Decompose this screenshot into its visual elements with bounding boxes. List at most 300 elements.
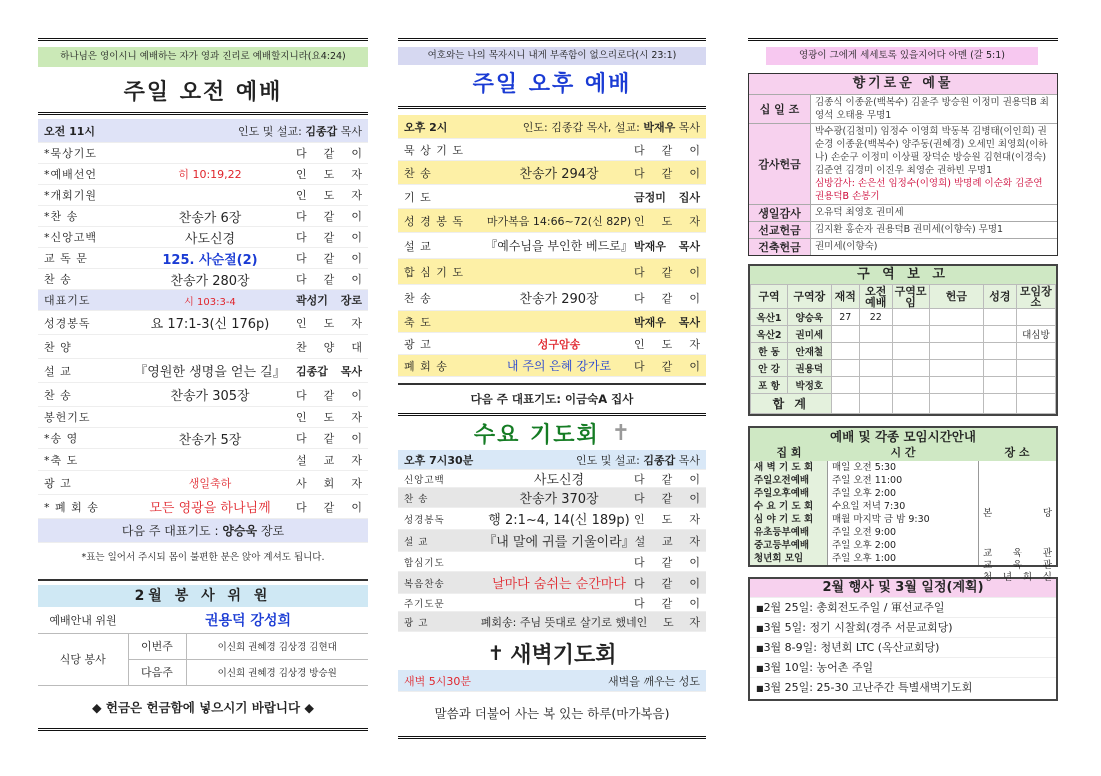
worship-row [38, 335, 368, 359]
schedule-event: 주일오후예배 [750, 487, 828, 500]
worship-row [398, 161, 706, 185]
row-content: 시 103:3-4 [184, 296, 236, 308]
next-leader [38, 519, 368, 543]
service-committee-table [38, 607, 368, 686]
schedule-event: 수 요 기 도 회 [750, 500, 828, 513]
district-total-cell [859, 394, 892, 414]
row-content: 찬송가 294장 [519, 167, 599, 182]
dawn-text: 말씀과 더불어 사는 복 있는 하루(마가복음) [434, 706, 670, 721]
schedule-event: 심 야 기 도 회 [750, 513, 828, 526]
place-edu1: 교 육 관 [983, 548, 1052, 559]
schedule-event: 새 벽 기 도 회 [750, 461, 828, 474]
this-week-names: 이신희 권혜경 김상경 김현대 [217, 642, 337, 653]
offering-row [749, 94, 1057, 123]
schedule-event: 중고등부예배 [750, 539, 828, 552]
place-youth: 청 년 회 실 [983, 572, 1052, 583]
worship-row [398, 139, 706, 161]
row-label: *찬 송 [44, 210, 79, 223]
district-cell [892, 326, 929, 343]
row-content: 사도신경 [533, 473, 585, 488]
next-week-label: 다음주 [128, 659, 186, 685]
worship-row [38, 407, 368, 428]
worship-row [398, 311, 706, 333]
district-total: 합 계 [751, 394, 832, 414]
next-leader-label: 다음 주 대표기도 : [121, 524, 219, 538]
row-leader: 다 같 이 [634, 472, 700, 486]
district-cell: 22 [859, 309, 892, 326]
offering-note: ◆ 헌금은 헌금함에 넣으시기 바랍니다 ◆ [91, 699, 315, 715]
schedule-time: 주일 오후 2:00 [832, 488, 897, 499]
schedule-time: 매일 오전 5:30 [832, 462, 897, 473]
worship-row [398, 552, 706, 572]
district-cell [984, 377, 1017, 394]
row-content: 『예수님을 부인한 베드로』 [485, 239, 633, 253]
kitchen-label: 식당 봉사 [38, 633, 128, 685]
row-label: 찬 송 [404, 166, 432, 180]
district-row [751, 343, 1056, 360]
row-leader: 인 도 자 [634, 337, 700, 351]
row-label: 대표기도 [44, 294, 91, 307]
offering-names: 권미세(이향숙) [815, 241, 878, 252]
row-label: 설 교 [404, 239, 432, 253]
row-label: 성 경 봉 독 [404, 214, 464, 228]
schedule-time: 주일 오전 11:00 [832, 475, 903, 486]
schedule-header-place: 장 소 [1004, 446, 1030, 459]
offering-type: 감사헌금 [749, 124, 811, 204]
worship-row [398, 594, 706, 612]
district-cell [984, 309, 1017, 326]
row-label: *개회기원 [44, 189, 98, 202]
row-leader: 다 같 이 [296, 231, 362, 244]
next-week-names: 이신희 권혜경 김상경 방승원 [217, 668, 337, 679]
schedule-row [750, 487, 978, 500]
dawn-time: 새벽 5시30분 [404, 674, 471, 688]
right-column [748, 38, 1058, 701]
schedule-row [750, 474, 978, 487]
district-cell [1016, 377, 1055, 394]
row-leader: 인 도 자 [634, 512, 700, 526]
offering-names: 박수광(김철미) 임정수 이영희 박동복 김병태(이인희) 권순경 이종윤(백복수) 양주동(권혜경) 오세민 최영희(이하나) 손순구 이정미 이상필 장덕순 방승원 김현대(이경숙) 김준연 김경미 이진우 최영순 권하빈 무명1 [815, 126, 1048, 176]
worship-row [398, 233, 706, 259]
district-cell: 안재철 [788, 343, 832, 360]
service-role: 인도 및 설교: [238, 124, 302, 138]
order-of-worship [38, 143, 368, 519]
standing-note: *표는 일어서 주시되 몸이 불편한 분은 앉아 계셔도 됩니다. [81, 552, 325, 563]
row-leader: 다 같 이 [634, 555, 700, 569]
district-cell [1016, 360, 1055, 377]
district-title: 구 역 보 고 [750, 266, 1056, 284]
row-leader: 금정미 집사 [634, 190, 700, 204]
district-cell: 옥산1 [751, 309, 788, 326]
row-content: 행 2:1~4, 14(신 189p) [488, 513, 630, 528]
afternoon-header [398, 115, 706, 139]
afternoon-role: 인도: 김종갑 목사, 설교: [522, 120, 640, 134]
worship-row [398, 185, 706, 209]
offering-names: 김종식 이종윤(백복수) 김윤주 방승원 이정미 권용덕B 최영석 오태용 무명1 [815, 97, 1049, 121]
district-cell: 박정호 [788, 377, 832, 394]
dawn-title: 새벽기도회 [510, 642, 617, 668]
schedule-time: 수요일 저녁 7:30 [832, 501, 906, 512]
service-header [38, 119, 368, 143]
district-cell: 한 동 [751, 343, 788, 360]
district-cell [984, 326, 1017, 343]
left-column [38, 38, 368, 731]
row-content: 날마다 숨쉬는 순간마다 [492, 577, 626, 592]
event-text: 3월 10일: 농어촌 주일 [763, 661, 874, 674]
service-time: 오전 11시 [44, 124, 96, 138]
worship-row [38, 449, 368, 471]
worship-row [38, 290, 368, 311]
district-cell: 권미세 [788, 326, 832, 343]
row-leader: 인 도 자 [296, 316, 362, 330]
row-leader: 곽성기 장로 [296, 294, 362, 307]
row-leader: 다 같 이 [296, 252, 362, 265]
district-cell: 양승욱 [788, 309, 832, 326]
district-cell: 포 항 [751, 377, 788, 394]
afternoon-title: 주일 오후 예배 [472, 72, 632, 97]
row-leader: 사 회 자 [296, 476, 362, 490]
row-label: 설 교 [404, 536, 429, 548]
offering-row [749, 238, 1057, 255]
row-label: 합 심 기 도 [404, 265, 464, 279]
guide-names: 권용덕 강성희 [204, 612, 292, 629]
offering-type: 건축헌금 [749, 239, 811, 255]
row-leader: 다 같 이 [634, 576, 700, 590]
worship-row [398, 508, 706, 530]
schedule-event: 주일오전예배 [750, 474, 828, 487]
page-title: 주일 오전 예배 [123, 80, 283, 105]
verse-banner: 하나님은 영이시니 예배하는 자가 영과 진리로 예배할지니라(요4:24) [38, 47, 368, 67]
district-cell [929, 343, 983, 360]
offering-row [749, 204, 1057, 221]
row-leader: 다 같 이 [296, 210, 362, 223]
district-table [750, 284, 1056, 414]
next-leader-name: 양승욱 [222, 524, 258, 538]
schedule-header-time: 시 간 [890, 446, 916, 459]
middle-column [398, 38, 706, 739]
schedule-time: 주일 오전 9:00 [832, 527, 897, 538]
district-header-cell: 헌금 [929, 285, 983, 309]
bullet-icon: ■ [756, 684, 764, 693]
district-total-cell [1016, 394, 1055, 414]
district-cell [831, 326, 859, 343]
event-item [750, 637, 1056, 657]
bullet-icon: ■ [756, 624, 764, 633]
row-leader: 다 같 이 [634, 291, 700, 305]
schedule-row [750, 461, 978, 474]
worship-row [38, 269, 368, 290]
row-content: 요 17:1-3(신 176p) [150, 317, 270, 332]
schedule-row [750, 552, 978, 565]
row-leader: 김종갑 목사 [296, 364, 362, 378]
row-leader: 인 도 자 [296, 168, 362, 181]
district-cell [892, 377, 929, 394]
row-label: 광 고 [404, 617, 429, 629]
place-edu2: 교 육 관 [983, 560, 1052, 571]
row-content: 히 10:19,22 [178, 168, 242, 181]
event-text: 3월 25일: 25-30 고난주간 특별새벽기도회 [763, 681, 973, 694]
worship-row [38, 359, 368, 383]
dawn-subtitle: 새벽을 깨우는 성도 [607, 674, 700, 688]
district-cell: 27 [831, 309, 859, 326]
district-cell [929, 360, 983, 377]
worship-row [398, 209, 706, 233]
district-cell: 옥산2 [751, 326, 788, 343]
this-week-label: 이번주 [128, 633, 186, 659]
bullet-icon: ■ [756, 604, 764, 613]
district-total-cell [984, 394, 1017, 414]
row-content: 모든 영광을 하나님께 [149, 501, 271, 516]
row-leader: 다 같 이 [634, 359, 700, 373]
row-label: 주기도문 [404, 598, 445, 610]
row-label: 기 도 [404, 190, 432, 204]
row-label: *축 도 [44, 453, 79, 467]
worship-row [398, 285, 706, 311]
row-leader: 다 같 이 [296, 273, 362, 286]
row-label: 광 고 [404, 337, 432, 351]
district-header-cell: 모임장소 [1016, 285, 1055, 309]
row-leader: 다 같 이 [634, 596, 700, 610]
afternoon-preacher: 박재우 [643, 120, 676, 134]
worship-row [38, 383, 368, 407]
worship-row [398, 572, 706, 594]
district-total-cell [831, 394, 859, 414]
district-cell [859, 326, 892, 343]
bible-icon: ✝ [611, 420, 631, 446]
row-leader: 다 같 이 [634, 143, 700, 157]
preacher-name: 김종갑 [305, 124, 338, 138]
row-leader: 다 같 이 [296, 500, 362, 514]
row-content: 찬송가 370장 [519, 492, 599, 507]
dawn-header [398, 670, 706, 692]
worship-row [398, 355, 706, 377]
row-leader: 인 도 자 [296, 411, 362, 424]
row-leader: 인 도 자 [296, 189, 362, 202]
wednesday-role: 인도 및 설교: [576, 453, 640, 467]
worship-row [38, 206, 368, 227]
event-item [750, 677, 1056, 697]
offering-title: 향기로운 예물 [749, 74, 1057, 94]
district-header-cell: 구역 [751, 285, 788, 309]
row-content: 내 주의 은혜 강가로 [506, 359, 612, 373]
district-cell [1016, 343, 1055, 360]
event-text: 2월 25일: 총회전도주일 / 軍선교주일 [763, 601, 945, 614]
district-cell [831, 360, 859, 377]
schedule-event: 유초등부예배 [750, 526, 828, 539]
schedule-row [750, 500, 978, 513]
worship-row [38, 164, 368, 185]
worship-row [38, 227, 368, 248]
cross-icon: ✝ [487, 641, 505, 665]
district-cell: 대심방 [1016, 326, 1055, 343]
row-label: *예배선언 [44, 168, 98, 181]
district-cell [892, 343, 929, 360]
schedule-header-event: 집 회 [776, 446, 802, 459]
row-leader: 인 도 자 [636, 615, 700, 629]
offering-type: 선교헌금 [749, 222, 811, 238]
guide-label: 예배안내 위원 [49, 613, 117, 627]
row-content: 찬송가 6장 [178, 210, 242, 226]
row-label: 찬 송 [404, 493, 429, 505]
row-leader: 인 도 자 [634, 214, 700, 228]
district-cell: 권용덕 [788, 360, 832, 377]
row-label: 찬 양 [44, 340, 72, 354]
district-cell [859, 377, 892, 394]
schedule-row [750, 526, 978, 539]
wednesday-preacher: 김종갑 [643, 453, 676, 467]
district-cell [929, 326, 983, 343]
row-label: 찬 송 [44, 273, 72, 286]
offering-names: 오유덕 최영호 권미세 [815, 207, 904, 218]
worship-row [38, 428, 368, 449]
district-cell [831, 377, 859, 394]
row-content: 『내 말에 귀를 기울이라』 [483, 535, 635, 550]
worship-row [398, 530, 706, 552]
worship-row [38, 185, 368, 206]
offering-list [749, 94, 1057, 255]
district-cell [859, 360, 892, 377]
schedule-time: 주일 오후 1:00 [832, 553, 897, 564]
row-label: 찬 송 [44, 388, 72, 402]
title-suffix: 목사 [340, 124, 362, 138]
offering-row [749, 123, 1057, 204]
district-cell: 안 강 [751, 360, 788, 377]
row-content: 찬송가 290장 [519, 292, 599, 307]
next-leader-afternoon: 다음 주 대표기도: 이금숙A 집사 [470, 392, 634, 406]
district-header-cell: 구역장 [788, 285, 832, 309]
row-leader: 설 교 자 [634, 534, 700, 548]
row-label: 교 독 문 [44, 252, 88, 265]
worship-row [398, 470, 706, 488]
district-header-cell: 재적 [831, 285, 859, 309]
offering-names: 김지환 홍순자 권용덕B 권미세(이향숙) 무명1 [815, 224, 1004, 235]
district-cell [892, 309, 929, 326]
row-label: *신앙고백 [44, 231, 98, 244]
row-label: 설 교 [44, 364, 72, 378]
district-row [751, 309, 1056, 326]
district-cell [892, 360, 929, 377]
row-content: 폐회송: 주님 뜻대로 살기로 했네 [480, 615, 637, 629]
verse-banner: 여호와는 나의 목자시니 내게 부족함이 없으리로다(시 23:1) [398, 47, 706, 65]
district-header-cell: 구역모임 [892, 285, 929, 309]
district-cell [859, 343, 892, 360]
row-label: 봉헌기도 [44, 411, 91, 424]
row-label: 찬 송 [404, 291, 432, 305]
row-content: 찬송가 5장 [178, 432, 242, 448]
event-item [750, 597, 1056, 617]
schedule-row [750, 513, 978, 526]
worship-row [398, 259, 706, 285]
district-cell [1016, 309, 1055, 326]
row-leader: 다 같 이 [634, 491, 700, 505]
bullet-icon: ■ [756, 664, 764, 673]
row-leader: 설 교 자 [296, 453, 362, 467]
row-label: 성경봉독 [44, 316, 91, 330]
worship-row [38, 311, 368, 335]
row-label: 축 도 [404, 315, 432, 329]
row-content: 찬송가 280장 [170, 273, 250, 289]
row-content: 125. 사순절(2) [162, 252, 258, 268]
row-content: 성구암송 [537, 337, 581, 351]
district-total-cell [929, 394, 983, 414]
afternoon-time: 오후 2시 [404, 120, 448, 134]
row-leader: 박재우 목사 [634, 239, 700, 253]
row-label: 성경봉독 [404, 514, 445, 526]
event-text: 3월 8-9일: 청년회 LTC (옥산교회당) [763, 641, 940, 654]
row-content: 『영원한 생명을 얻는 길』 [134, 365, 286, 380]
wednesday-header [398, 450, 706, 470]
district-header-cell: 성경 [984, 285, 1017, 309]
event-item [750, 617, 1056, 637]
district-cell [831, 343, 859, 360]
row-content: 사도신경 [184, 231, 236, 247]
district-total-cell [892, 394, 929, 414]
offering-type: 생일감사 [749, 205, 811, 221]
row-label: 합심기도 [404, 557, 445, 569]
events-list [750, 597, 1056, 697]
row-label: 폐 회 송 [404, 359, 448, 373]
district-cell [984, 360, 1017, 377]
row-leader: 다 같 이 [296, 388, 362, 402]
bullet-icon: ■ [756, 644, 764, 653]
row-label: 신앙고백 [404, 474, 445, 486]
row-label: 광 고 [44, 476, 72, 490]
schedule-header [750, 445, 1056, 461]
event-text: 3월 5일: 정기 시찰회(경주 서문교회당) [763, 621, 953, 634]
row-leader: 다 같 이 [634, 265, 700, 279]
district-cell [984, 343, 1017, 360]
afternoon-suffix: 목사 [678, 120, 700, 134]
row-label: * 폐 회 송 [44, 500, 99, 514]
next-leader-suffix: 장로 [260, 524, 285, 538]
wednesday-time: 오후 7시30분 [404, 453, 474, 467]
afternoon-order [398, 139, 706, 377]
row-leader: 박재우 목사 [634, 315, 700, 329]
worship-row [38, 248, 368, 269]
district-row [751, 326, 1056, 343]
events-title: 2월 행사 및 3월 일정(계획) [750, 579, 1056, 597]
worship-row [398, 333, 706, 355]
worship-row [38, 471, 368, 495]
offering-type: 십 일 조 [749, 95, 811, 123]
district-row [751, 360, 1056, 377]
worship-row [398, 612, 706, 632]
place-main: 본 당 [983, 508, 1052, 519]
row-content: 찬송가 305장 [170, 389, 250, 404]
schedule-event: 청년회 모임 [750, 552, 828, 565]
row-content: 생일축하 [188, 476, 232, 490]
verse-banner: 영광이 그에게 세세토록 있을지어다 아멘 (갈 5:1) [766, 47, 1038, 65]
wednesday-title: 수요 기도회 [473, 422, 600, 448]
schedule-row [750, 539, 978, 552]
schedule-time: 매월 마지막 금 밤 9:30 [832, 514, 930, 525]
visit-offering-names: 심방감사: 손은선 임정수(이영희) 박명례 이순화 김준연 권용덕B 손봉기 [815, 178, 1043, 202]
worship-row [398, 488, 706, 508]
district-cell [929, 377, 983, 394]
row-leader: 찬 양 대 [296, 340, 362, 354]
row-leader: 다 같 이 [296, 147, 362, 160]
service-committee-title: 2월 봉 사 위 원 [38, 585, 368, 607]
worship-row [38, 495, 368, 519]
event-item [750, 657, 1056, 677]
district-cell [929, 309, 983, 326]
row-label: *묵상기도 [44, 147, 98, 160]
row-label: *송 영 [44, 432, 79, 445]
wednesday-order [398, 470, 706, 632]
schedule-title: 예배 및 각종 모임시간안내 [750, 428, 1056, 445]
offering-row [749, 221, 1057, 238]
row-label: 묵 상 기 도 [404, 143, 464, 157]
